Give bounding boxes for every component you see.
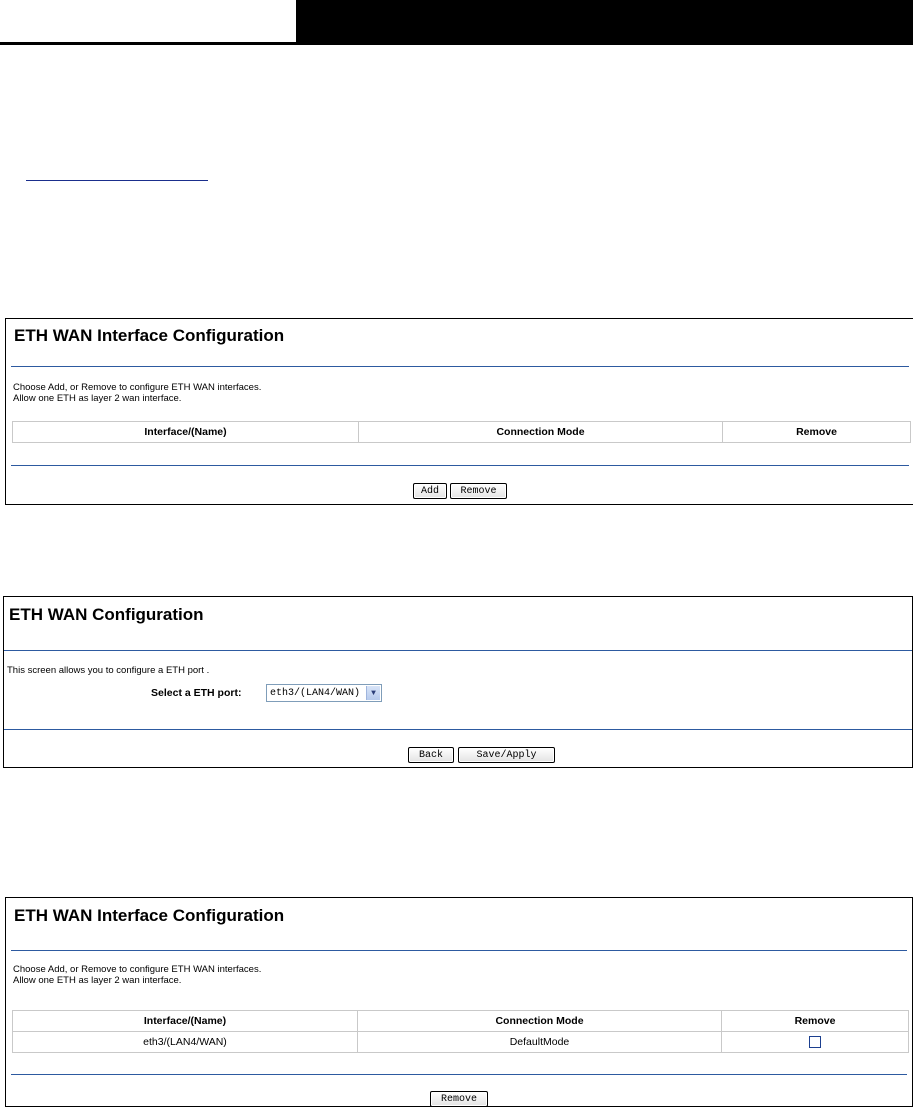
remove-button[interactable]: Remove [430, 1091, 488, 1107]
divider [11, 465, 909, 466]
add-button[interactable]: Add [413, 483, 447, 499]
divider [11, 366, 909, 367]
header-bar [296, 0, 913, 42]
column-header-remove: Remove [722, 1011, 909, 1032]
description: This screen allows you to configure a ETH port . [7, 665, 210, 676]
interface-cell: eth3/(LAN4/WAN) [13, 1032, 358, 1053]
header-rule [0, 42, 913, 45]
remove-checkbox[interactable] [809, 1036, 821, 1048]
divider [11, 950, 907, 951]
eth-wan-interface-panel-empty [5, 318, 913, 505]
remove-button[interactable]: Remove [450, 483, 507, 499]
column-header-interface: Interface/(Name) [13, 422, 359, 443]
divider [4, 650, 912, 651]
table-header-row [13, 422, 911, 443]
eth-wan-interface-panel-configured [5, 897, 913, 1107]
description-line-1: Choose Add, or Remove to configure ETH WAN interfaces. [13, 964, 262, 975]
description-line-2: Allow one ETH as layer 2 wan interface. [13, 975, 182, 986]
column-header-remove: Remove [723, 422, 911, 443]
chevron-down-icon[interactable]: ▼ [366, 686, 380, 700]
description-line-2: Allow one ETH as layer 2 wan interface. [13, 393, 182, 404]
description-line-1: Choose Add, or Remove to configure ETH WAN interfaces. [13, 382, 262, 393]
column-header-connection-mode: Connection Mode [359, 422, 723, 443]
save-apply-button[interactable]: Save/Apply [458, 747, 555, 763]
table-header-row [13, 1011, 909, 1032]
wan-interface-table [12, 421, 911, 443]
divider [4, 729, 912, 730]
column-header-connection-mode: Connection Mode [358, 1011, 722, 1032]
table-row [13, 1032, 909, 1053]
back-button[interactable]: Back [408, 747, 454, 763]
eth-port-select[interactable] [266, 684, 382, 702]
page-title: ETH WAN Interface Configuration [14, 906, 285, 925]
page-title: ETH WAN Configuration [9, 605, 204, 624]
remove-cell [722, 1032, 909, 1053]
divider [11, 1074, 907, 1075]
eth-wan-config-panel [3, 596, 913, 768]
wan-interface-table [12, 1010, 909, 1053]
eth-port-label: Select a ETH port: [151, 687, 242, 699]
eth-port-select-value: eth3/(LAN4/WAN) [270, 687, 361, 699]
page-title: ETH WAN Interface Configuration [14, 326, 285, 345]
link-underline [26, 180, 208, 181]
connection-mode-cell: DefaultMode [358, 1032, 722, 1053]
column-header-interface: Interface/(Name) [13, 1011, 358, 1032]
